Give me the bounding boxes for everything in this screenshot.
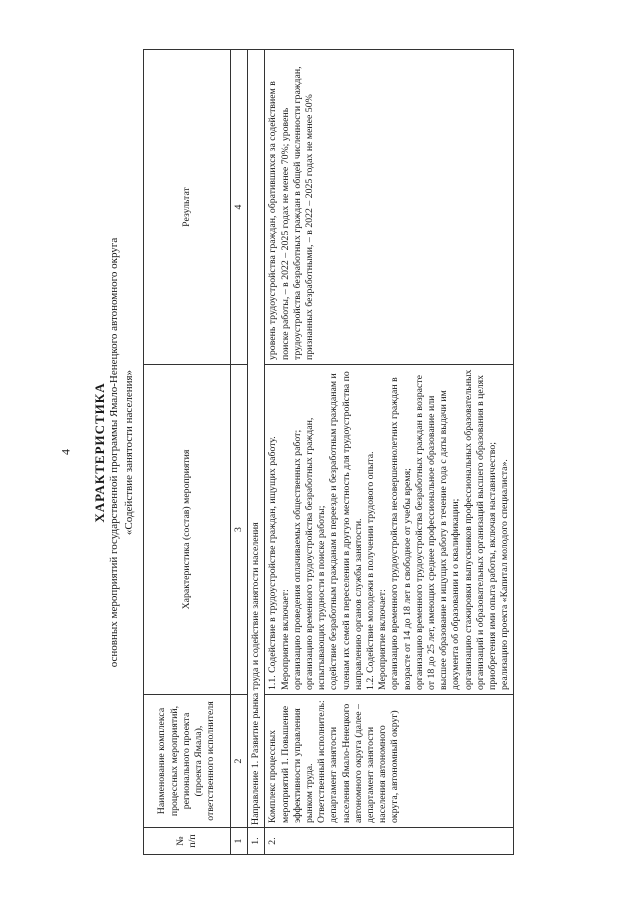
- document-title: ХАРАКТЕРИСТИКА: [92, 382, 107, 523]
- header-name: Наименование комплекса процессных мероприятий, регионального проекта (проекта Ямала), ответственного исполнителя: [144, 695, 231, 828]
- characteristics-line: Мероприятие включает:: [377, 589, 389, 690]
- document-heading: [92, 0, 137, 905]
- column-number: 1: [231, 828, 248, 855]
- header-number: № п/п: [144, 828, 231, 855]
- header-characteristics: Характеристика (состав) мероприятия: [144, 365, 231, 695]
- measure-result: уровень трудоустройства граждан, обратившихся за содействием в поиске работы, – в 2022 – 2025 годах не менее 70%; уровень трудоустройства безработных граждан в общей численности граждан, признанных безработными, – в 2022 – 2025 годах не менее 50%: [265, 50, 514, 365]
- document-subtitle: основных мероприятий государственной программы Ямало-Ненецкого автономного округа: [108, 237, 120, 668]
- page-number: 4: [58, 449, 73, 455]
- program-name: «Содействие занятости населения»: [123, 369, 135, 536]
- characteristics-line: организацию стажировки выпускников профессиональных образовательных организаций и образовательных организаций высшего образования в целях приобретения ими опыта работы, включая наставничество;: [462, 369, 499, 690]
- section-title: Направление 1. Развитие рынка труда и содействие занятости населения: [248, 50, 265, 828]
- header-result: Результат: [144, 50, 231, 365]
- row-number: 2.: [265, 828, 514, 855]
- characteristics-line: организацию временного трудоустройства несовершеннолетних граждан в возрасте от 14 до 18 лет в свободное от учебы время;: [389, 377, 413, 690]
- table-row: [265, 50, 514, 855]
- characteristics-line: организацию временного трудоустройства безработных граждан, испытывающих трудности в поиске работы;: [304, 417, 328, 690]
- measure-characteristics: [265, 365, 514, 695]
- characteristics-line: Мероприятие включает:: [279, 589, 291, 690]
- measures-table: [143, 49, 514, 855]
- column-number: 3: [231, 365, 248, 695]
- measure-name: Комплекс процессных мероприятий 1. Повышение эффективности управления рынком труда. Ответственный исполнитель: департамент занятости населения Ямало-Ненецкого автономного округа (далее – департамент занятости населения автономного округа, автономный округ): [265, 695, 514, 828]
- section-number: 1.: [248, 828, 265, 855]
- characteristics-line: организацию проведения оплачиваемых общественных работ;: [291, 429, 303, 690]
- column-number: 4: [231, 50, 248, 365]
- characteristics-line: содействие безработным гражданам в переезде и безработным гражданам и членам их семей в переселении в другую местность для трудоустройства по направлению органов службы занятости.: [328, 371, 364, 690]
- column-number: 2: [231, 695, 248, 828]
- characteristics-line: организацию временного трудоустройства безработных граждан в возрасте от 18 до 25 лет, имеющих среднее профессиональное образование или высшее образование и ищущих работу в течение года с даты выдачи им документа об образовании и о квалификации;: [413, 375, 462, 690]
- characteristics-line: реализацию проекта «Капитал молодого специалиста».: [499, 459, 511, 690]
- table-header-row: [144, 50, 231, 855]
- section-row: [248, 50, 265, 855]
- characteristics-line: 1.2. Содействие молодежи в получении трудового опыта.: [365, 451, 377, 690]
- column-number-row: [231, 50, 248, 855]
- characteristics-line: 1.1. Содействие в трудоустройстве граждан, ищущих работу.: [267, 436, 279, 690]
